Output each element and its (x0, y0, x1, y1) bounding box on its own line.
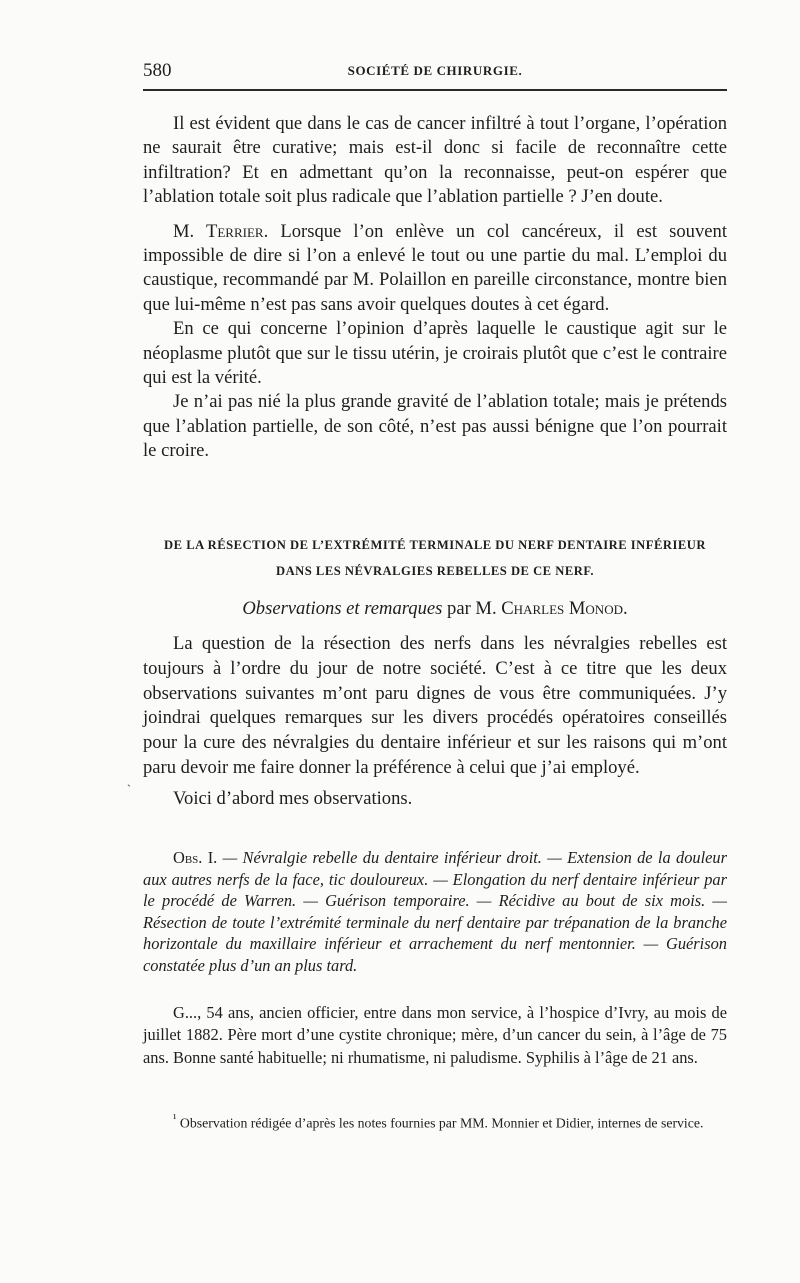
discussion-paragraph-2 (143, 220, 727, 318)
discussion-paragraph-2-text: Lorsque l’on enlève un col cancéreux, il est souvent impossible de dire si l’on a enlevé le tout ou une partie du mal. L’emploi du caustique, recommandé par M. Polaillon en pareille circonstance, montre bien que lui-même n’est pas sans avoir quelques doutes à cet égard. (143, 220, 727, 315)
margin-mark: ` (127, 782, 131, 796)
discussion-paragraph-4: Je n’ai pas nié la plus grande gravité de l’ablation totale; mais je prétends que l’ablation partielle, de son côté, n’est pas aussi bénigne que l’on pourrait le croire. (143, 391, 727, 462)
footnote (143, 1110, 727, 1133)
discussion-paragraph-1: Il est évident que dans le cas de cancer infiltré à tout l’organe, l’opération ne saurait être curative; mais est-il donc si facile de reconnaître cette infiltration? Et en admettant qu’on la reconnaisse, peut-on espérer que l’ablation totale soit plus radicale que l’ablation partielle ? J’en doute. (143, 113, 727, 208)
footnote-marker: ¹ (173, 1113, 177, 1125)
article-paragraph-1: La question de la résection des nerfs dans les névralgies rebelles est toujours à l’ordre du jour de notre société. C’est à ce titre que les deux observations suivantes m’ont paru dignes de vous être communiquées. J’y joindrai quelques remarques sur les divers procédés opératoires conseillés pour la cure des névralgies du dentaire inférieur et sur les raisons qui m’ont paru devoir me faire donner la préférence à celui que j’ai employé. (143, 633, 727, 778)
article-title-line-2: DANS LES NÉVRALGIES REBELLES DE CE NERF. (275, 564, 595, 578)
observation-body (143, 1002, 727, 1069)
observation-paragraph-1: G..., 54 ans, ancien officier, entre dans mon service, à l’hospice d’Ivry, au mois de juillet 1882. Père mort d’une cystite chronique; mère, d’un cancer du sein, à l’âge de 75 ans. Bonne santé habituelle; ni rhumatisme, ni paludisme. Syphilis à l’âge de 21 ans. (143, 1003, 727, 1067)
article-subtitle (143, 598, 727, 620)
page-number: 580 (143, 60, 172, 81)
header-rule (143, 89, 727, 91)
speaker-name: M. Terrier. (173, 220, 269, 242)
subtitle-italic: Observations et remarques (242, 598, 443, 619)
article-title-line-1: DE LA RÉSECTION DE L’EXTRÉMITÉ TERMINALE DU NERF DENTAIRE INFÉRIEUR (164, 538, 706, 552)
observation-summary (143, 847, 727, 977)
article-paragraph-2: Voici d’abord mes observations. (173, 787, 413, 809)
observation-summary-text: — Névralgie rebelle du dentaire inférieur droit. — Extension de la douleur aux autres nerfs de la face, tic douloureux. — Elongation du nerf dentaire inférieur par le procédé de Warren. — Guérison temporaire. — Récidive au bout de six mois. — Résection de toute l’extrémité terminale du nerf dentaire par trépanation de la branche horizontale du maxillaire inférieur et arrachement du nerf mentonnier. — Guérison constatée plus d’un an plus tard. (143, 848, 727, 975)
running-header (143, 58, 727, 88)
discussion-text (143, 112, 727, 464)
observation-heading (143, 847, 727, 977)
subtitle-author: Charles Monod. (501, 598, 628, 619)
running-title: SOCIÉTÉ DE CHIRURGIE. (347, 63, 523, 78)
discussion-paragraph-3: En ce qui concerne l’opinion d’après laquelle le caustique agit sur le néoplasme plutôt que sur le tissu utérin, je croirais plutôt que c’est le contraire qui est la vérité. (143, 318, 727, 389)
article-text (143, 632, 727, 812)
observation-label: Obs. I. (173, 848, 218, 867)
footnote-text: Observation rédigée d’après les notes fournies par MM. Monnier et Didier, internes de service. (179, 1115, 704, 1131)
subtitle-by: par M. (447, 598, 497, 619)
